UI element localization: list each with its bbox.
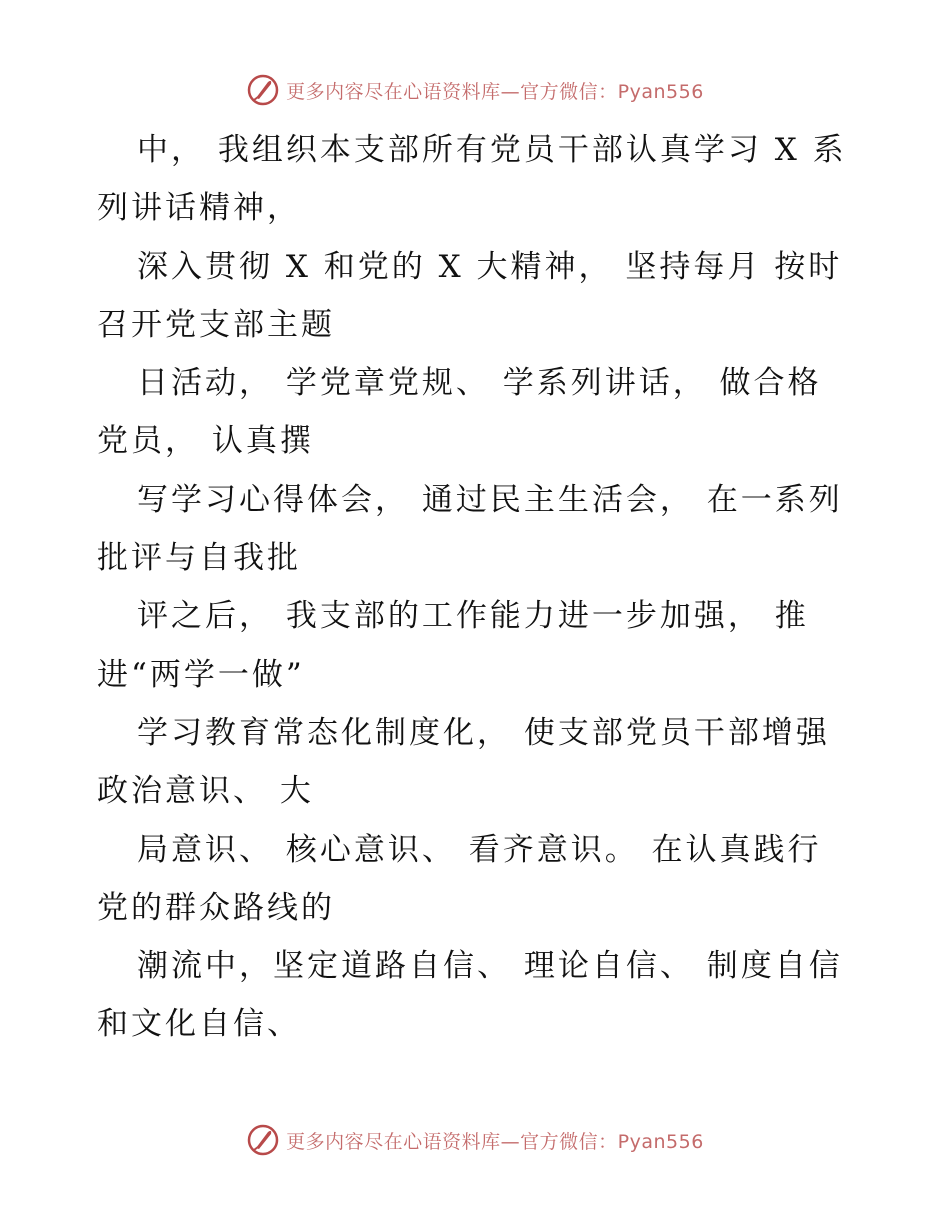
text-line: 局意识、 核心意识、 看齐意识。 在认真践行 (137, 832, 822, 868)
text-line: 潮流中，坚定道路自信、 理论自信、 制度自信 (137, 948, 843, 984)
text-line: 召开党支部主题 (97, 307, 335, 343)
watermark-text: 更多内容尽在心语资料库—官方微信：Pyan556 (286, 80, 704, 103)
text-line: 党员， 认真撰 (97, 423, 314, 459)
text-line: 日活动， 学党章党规、 学系列讲话， 做合格 (137, 365, 822, 401)
text-line: 党的群众路线的 (97, 890, 335, 926)
watermark-text: 更多内容尽在心语资料库—官方微信：Pyan556 (286, 1130, 704, 1153)
quill-pen-circle-icon (246, 1123, 280, 1157)
text-line: 深入贯彻 X 和党的 X 大精神， 坚持每月 按时 (137, 249, 843, 285)
text-line: 写学习心得体会， 通过民主生活会， 在一系列 (137, 482, 843, 518)
text-line: 进“两学一做” (97, 657, 305, 693)
text-line: 学习教育常态化制度化， 使支部党员干部增强 (137, 715, 830, 751)
text-line: 和文化自信、 (97, 1006, 301, 1042)
text-line: 政治意识、 大 (97, 773, 314, 809)
text-line: 评之后， 我支部的工作能力进一步加强， 推 (137, 598, 809, 634)
text-line: 列讲话精神， (97, 190, 301, 226)
text-line: 批评与自我批 (97, 540, 301, 576)
text-line: 中， 我组织本支部所有党员干部认真学习 X 系 (137, 132, 847, 168)
header-watermark (0, 70, 950, 110)
footer-watermark (0, 1120, 950, 1160)
quill-pen-circle-icon (246, 73, 280, 107)
